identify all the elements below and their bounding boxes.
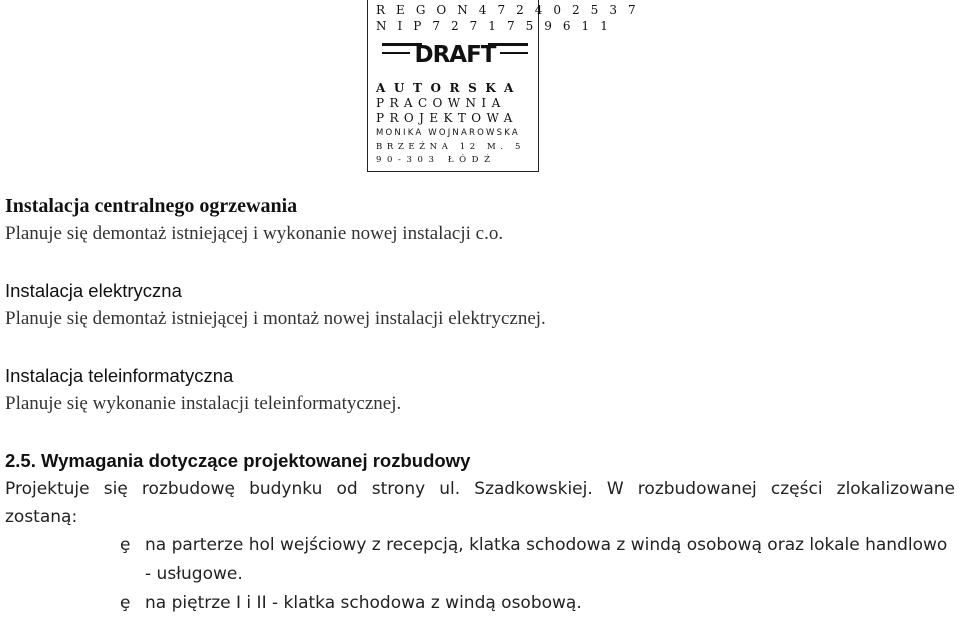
section-text: Planuje się wykonanie instalacji teleinformatycznej. [5, 393, 402, 414]
bullet-glyph: ȩ [120, 593, 131, 613]
section-heading: Instalacja elektryczna [5, 280, 182, 301]
section-heating [5, 192, 955, 248]
list-item [5, 589, 955, 618]
list-item-text: na piętrze I i II - klatka schodowa z windą osobową. [145, 593, 582, 613]
requirements-heading: 2.5. Wymagania dotyczące projektowanej rozbudowy [5, 450, 471, 471]
document-body [5, 192, 955, 618]
stamp-line-projektowa: PROJEKTOWA [376, 111, 518, 125]
company-stamp [367, 0, 640, 172]
stamp-nip: N I P 7 2 7 1 7 5 9 6 1 1 [376, 19, 612, 33]
stamp-owner: MONIKA WOJNAROWSKA [376, 128, 520, 138]
bullet-glyph: ȩ [120, 535, 131, 555]
requirements-list [5, 531, 955, 618]
stamp-address: BRZEŹNA 12 M. 5 [376, 142, 525, 152]
stamp-line-autorska: AUTORSKA [376, 81, 522, 95]
requirements-intro [5, 475, 955, 531]
section-heading: Instalacja centralnego ogrzewania [5, 195, 298, 217]
list-item [5, 531, 955, 589]
logo-text: DRAFT [414, 42, 496, 68]
section-text: Planuje się demontaż istniejącej i montaż nowej instalacji elektrycznej. [5, 308, 546, 329]
stamp-line-pracownia: PRACOWNIA [376, 96, 506, 110]
stamp-city: 90-303 ŁÓDŹ [376, 155, 496, 165]
draft-logo [376, 38, 534, 68]
list-item-text: na parterze hol wejściowy z recepcją, klatka schodowa z windą osobową oraz lokale handlowo - usługowe. [145, 535, 948, 584]
section-requirements [5, 447, 955, 618]
stamp-regon: R E G O N 4 7 2 4 0 2 5 3 7 [376, 3, 640, 17]
requirements-intro-text: Projektuje się rozbudowę budynku od strony ul. Szadkowskiej. W rozbudowanej części zlokalizowane zostaną: [5, 479, 955, 527]
section-electrical [5, 277, 955, 333]
section-heading: Instalacja teleinformatyczna [5, 365, 234, 386]
section-text: Planuje się demontaż istniejącej i wykonanie nowej instalacji c.o. [5, 223, 504, 244]
section-teleinformatics [5, 362, 955, 418]
